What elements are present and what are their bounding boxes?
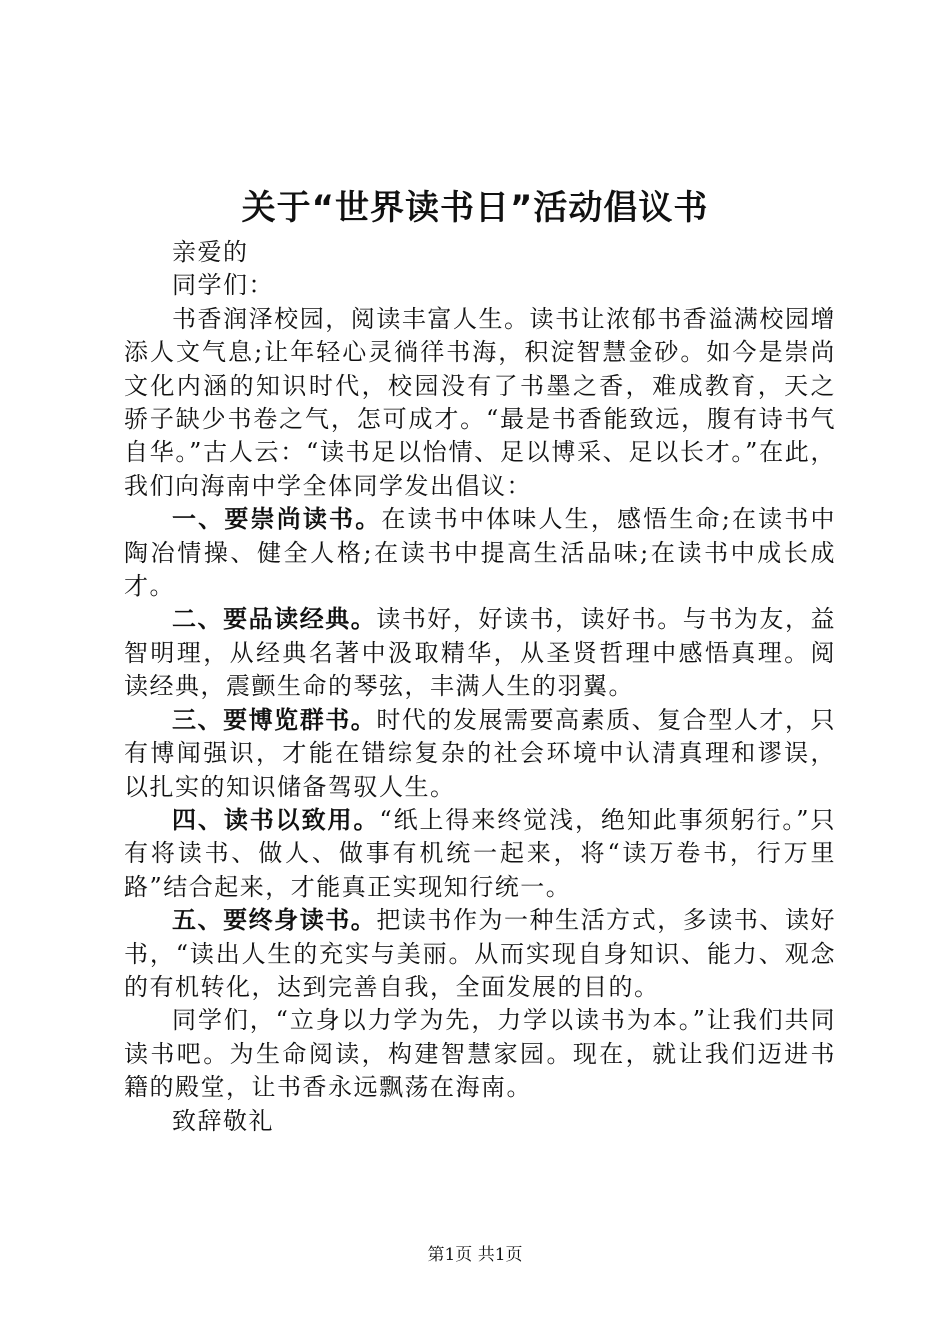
salutation-line-2: 同学们： bbox=[172, 271, 274, 300]
salutation-line-1: 亲爱的 bbox=[172, 238, 249, 266]
point-text-3: 时代的发展需要高素质、复合型人才，只有博闻强识，才能在错综复杂的社会环境中认清真理和谬误，以扎实的知识储备驾驭人生。 bbox=[124, 705, 837, 801]
point-paragraph-4 bbox=[124, 804, 836, 904]
point-heading-5: 五、要终身读书。 bbox=[172, 906, 377, 935]
point-text-4: “纸上得来终觉浅，绝知此事须躬行。”只有将读书、做人、做事有机统一起来，将“读万卷书，行万里路”结合起来，才能真正实现知行统一。 bbox=[124, 805, 836, 901]
point-paragraph-3 bbox=[124, 704, 836, 804]
document-title: 关于“世界读书日”活动倡议书 bbox=[241, 188, 709, 228]
point-text-1: 在读书中体味人生，感悟生命;在读书中陶冶情操、健全人格;在读书中提高生活品味;在读书中成长成才。 bbox=[124, 505, 837, 601]
point-paragraph-2 bbox=[124, 603, 836, 703]
sign-off: 致辞敬礼 bbox=[172, 1106, 274, 1135]
closing-paragraph: 同学们，“立身以力学为先，力学以读书为本。”让我们共同读书吧。为生命阅读，构建智慧家园。现在，就让我们迈进书籍的殿堂，让书香永远飘荡在海南。 bbox=[124, 1006, 836, 1102]
point-text-5: 把读书作为一种生活方式，多读书、读好书，“读出人生的充实与美丽。从而实现自身知识、能力、观念的有机转化，达到完善自我，全面发展的目的。 bbox=[124, 906, 837, 1001]
point-heading-3: 三、要博览群书。 bbox=[172, 705, 377, 734]
page-footer: 第1页 共1页 bbox=[427, 1245, 523, 1265]
point-paragraph-5 bbox=[124, 904, 836, 1004]
point-heading-1: 一、要崇尚读书。 bbox=[172, 505, 382, 534]
point-text-2: 读书好，好读书，读好书。与书为友，益智明理，从经典名著中汲取精华，从圣贤哲理中感悟真理。阅读经典，震颤生命的琴弦，丰满人生的羽翼。 bbox=[124, 605, 837, 701]
point-heading-2: 二、要品读经典。 bbox=[172, 605, 377, 634]
document-body bbox=[124, 236, 836, 1138]
intro-paragraph: 书香润泽校园，阅读丰富人生。读书让浓郁书香溢满校园增添人文气息;让年轻心灵徜徉书海，积淀智慧金砂。如今是崇尚文化内涵的知识时代，校园没有了书墨之香，难成教育，天之骄子缺少书卷之气，怎可成才。“最是书香能致远，腹有诗书气自华。”古人云：“读书足以怡情、足以博采、足以长才。”在此，我们向海南中学全体同学发出倡议： bbox=[124, 304, 836, 500]
point-heading-4: 四、读书以致用。 bbox=[172, 805, 380, 834]
point-paragraph-1 bbox=[124, 503, 836, 603]
